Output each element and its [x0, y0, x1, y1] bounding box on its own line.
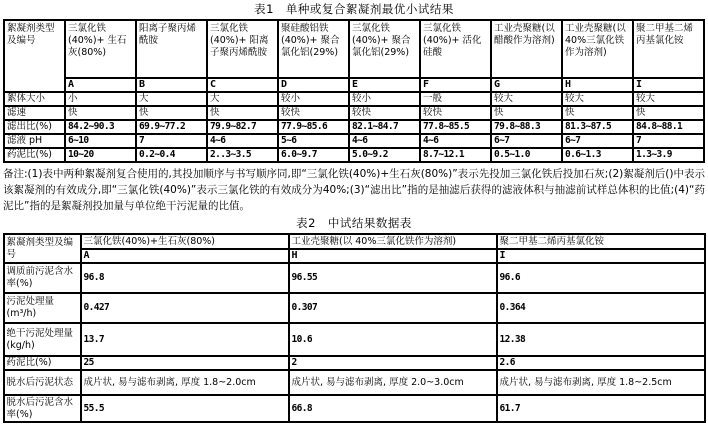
table-cell: 77.8~85.5 [420, 120, 491, 134]
table1-col-code: E [349, 78, 420, 92]
table1-col-code: H [562, 78, 633, 92]
table2-col-code: H [289, 249, 497, 263]
table2-row-label-agent-sludge-ratio: 药泥比(%) [4, 356, 81, 370]
table1-lab-results [3, 19, 705, 163]
table-cell: 10.6 [289, 323, 497, 356]
table2-row-label-precondition-moisture: 调质前污泥含水率(%) [4, 263, 81, 293]
table-cell: 6~10 [65, 134, 136, 148]
table-cell: 81.3~87.5 [562, 120, 633, 134]
table-cell: 小 [65, 92, 136, 106]
table1-title: 表1 单种或复合絮凝剂最优小试结果 [254, 2, 454, 16]
table1-col-header-i: 聚二甲基二烯丙基氯化铵 [633, 20, 704, 78]
table-cell: 4~6 [349, 134, 420, 148]
table-cell: 12.38 [497, 323, 705, 356]
table-cell: 0.2~0.4 [136, 148, 207, 162]
table1-col-code: B [136, 78, 207, 92]
table1-row-label-filtrate-ph: 滤液 pH [4, 134, 65, 148]
table-cell: 较大 [633, 92, 704, 106]
table2-col-code: I [497, 249, 705, 263]
table-cell: 一般 [420, 92, 491, 106]
table1-col-code: I [633, 78, 704, 92]
table1-row-label-floc-size: 絮体大小 [4, 92, 65, 106]
table-cell: 96.55 [289, 263, 497, 293]
table-cell: 6~7 [562, 134, 633, 148]
table2-corner-label: 絮凝剂类型及编号 [4, 234, 81, 263]
table-cell: 快 [65, 106, 136, 120]
table2-row-label-dewatered-moisture: 脱水后污泥含水率(%) [4, 395, 81, 422]
table1-col-code: F [420, 78, 491, 92]
table2-pilot-results [3, 233, 706, 423]
table-cell: 快 [633, 106, 704, 120]
table1-corner-label: 絮凝剂类型及编号 [4, 20, 65, 92]
table-cell: 5~6 [278, 134, 349, 148]
table-cell: 成片状, 易与滤布剥离, 厚度 2.0~3.0cm [289, 370, 497, 395]
table-cell: 4~6 [420, 134, 491, 148]
table-cell: 6.0~9.7 [278, 148, 349, 162]
table-cell: 0.307 [289, 293, 497, 323]
table1-col-header-b: 阳离子聚丙烯酰胺 [136, 20, 207, 78]
table1-col-header-c: 三氯化铁(40%)+ 阳离子聚丙烯酰胺 [207, 20, 278, 78]
table-cell: 55.5 [81, 395, 289, 422]
table-cell: 快 [136, 106, 207, 120]
table1-col-header-e: 三氯化铁(40%)+ 聚合氯化铝(29%) [349, 20, 420, 78]
table-cell: 10~20 [65, 148, 136, 162]
table-cell: 8.7~12.1 [420, 148, 491, 162]
table-cell: 7 [633, 134, 704, 148]
table2-row-label-dry-sludge-throughput: 绝干污泥处理量(kg/h) [4, 323, 81, 356]
table-cell: 84.8~88.1 [633, 120, 704, 134]
table-cell: 7 [136, 134, 207, 148]
table-cell: 66.8 [289, 395, 497, 422]
table-cell: 2..3~3.5 [207, 148, 278, 162]
table-cell: 较大 [562, 92, 633, 106]
table-cell: 61.7 [497, 395, 705, 422]
table2-col-code: A [81, 249, 289, 263]
table2-col-header-h: 工业壳聚糖(以 40%三氯化铁作为溶剂) [289, 234, 497, 249]
table1-row-label-agent-sludge-ratio: 药泥比(%) [4, 148, 65, 162]
table-cell: 较快 [420, 106, 491, 120]
table-cell: 96.6 [497, 263, 705, 293]
table1-col-code: C [207, 78, 278, 92]
table1-col-header-h: 工业壳聚糖(以 40%三氯化铁作为溶剂) [562, 20, 633, 78]
table2-col-header-i: 聚二甲基二烯丙基氯化铵 [497, 234, 705, 249]
table-cell: 0.5~1.0 [491, 148, 562, 162]
table1-col-header-f: 三氯化铁(40%)+ 活化硅酸 [420, 20, 491, 78]
table-cell: 较快 [349, 106, 420, 120]
table-cell: 2 [289, 356, 497, 370]
table2-col-header-a: 三氯化铁(40%)+生石灰(80%) [81, 234, 289, 249]
table1-row-label-filter-speed: 滤速 [4, 106, 65, 120]
table-cell: 6~7 [491, 134, 562, 148]
table1-footnotes: 备注:(1)表中两种絮凝剂复合使用的,其投加顺序与书写顺序同,即“三氯化铁(40%)+生石灰(80%)”表示先投加三氯化铁后投加石灰;(2)絮凝剂后()中表示该絮凝剂的有效成分,即“三氯化铁(40%)”表示三氯化铁的有效成分为40%;(3)“滤出比”指的是抽滤后获得的滤液体积与抽滤前试样总体积的比值;(4)“药泥比”指的是絮凝剂投加量与单位绝干污泥量的比值。 [3, 168, 705, 212]
table-cell: 13.7 [81, 323, 289, 356]
table-cell: 较快 [278, 106, 349, 120]
table-cell: 84.2~90.3 [65, 120, 136, 134]
table-cell: 79.8~88.3 [491, 120, 562, 134]
table2-row-label-dewatered-sludge-state: 脱水后污泥状态 [4, 370, 81, 395]
table1-col-header-g: 工业壳聚糖(以醋酸作为溶剂) [491, 20, 562, 78]
table1-col-header-d: 聚硅酸铝铁(40%)+ 聚合氯化铝(29%) [278, 20, 349, 78]
table-cell: 较小 [349, 92, 420, 106]
table2-title: 表2 中试结果数据表 [296, 216, 412, 230]
table-cell: 79.9~82.7 [207, 120, 278, 134]
table2-row-label-sludge-throughput: 污泥处理量(m³/h) [4, 293, 81, 323]
table-cell: 较大 [491, 92, 562, 106]
table-cell: 1.3~3.9 [633, 148, 704, 162]
table-cell: 快 [491, 106, 562, 120]
table-cell: 成片状, 易与滤布剥离, 厚度 1.8~2.0cm [81, 370, 289, 395]
table-cell: 82.1~84.7 [349, 120, 420, 134]
table-cell: 96.8 [81, 263, 289, 293]
table-cell: 5.0~9.2 [349, 148, 420, 162]
table-cell: 77.9~85.6 [278, 120, 349, 134]
table-cell: 0.6~1.3 [562, 148, 633, 162]
table-cell: 快 [207, 106, 278, 120]
table-cell: 大 [136, 92, 207, 106]
table1-row-label-filtrate-ratio: 滤出比(%) [4, 120, 65, 134]
table-cell: 0.427 [81, 293, 289, 323]
table-cell: 2.6 [497, 356, 705, 370]
table-cell: 0.364 [497, 293, 705, 323]
table1-col-code: G [491, 78, 562, 92]
table1-col-code: D [278, 78, 349, 92]
table-cell: 4~6 [207, 134, 278, 148]
table-cell: 快 [562, 106, 633, 120]
table-cell: 69.9~77.2 [136, 120, 207, 134]
table-cell: 25 [81, 356, 289, 370]
table1-col-header-a: 三氯化铁(40%)+ 生石灰(80%) [65, 20, 136, 78]
table-cell: 较小 [278, 92, 349, 106]
table1-col-code: A [65, 78, 136, 92]
table-cell: 大 [207, 92, 278, 106]
table-cell: 成片状, 易与滤布剥离, 厚度 1.8~2.5cm [497, 370, 705, 395]
